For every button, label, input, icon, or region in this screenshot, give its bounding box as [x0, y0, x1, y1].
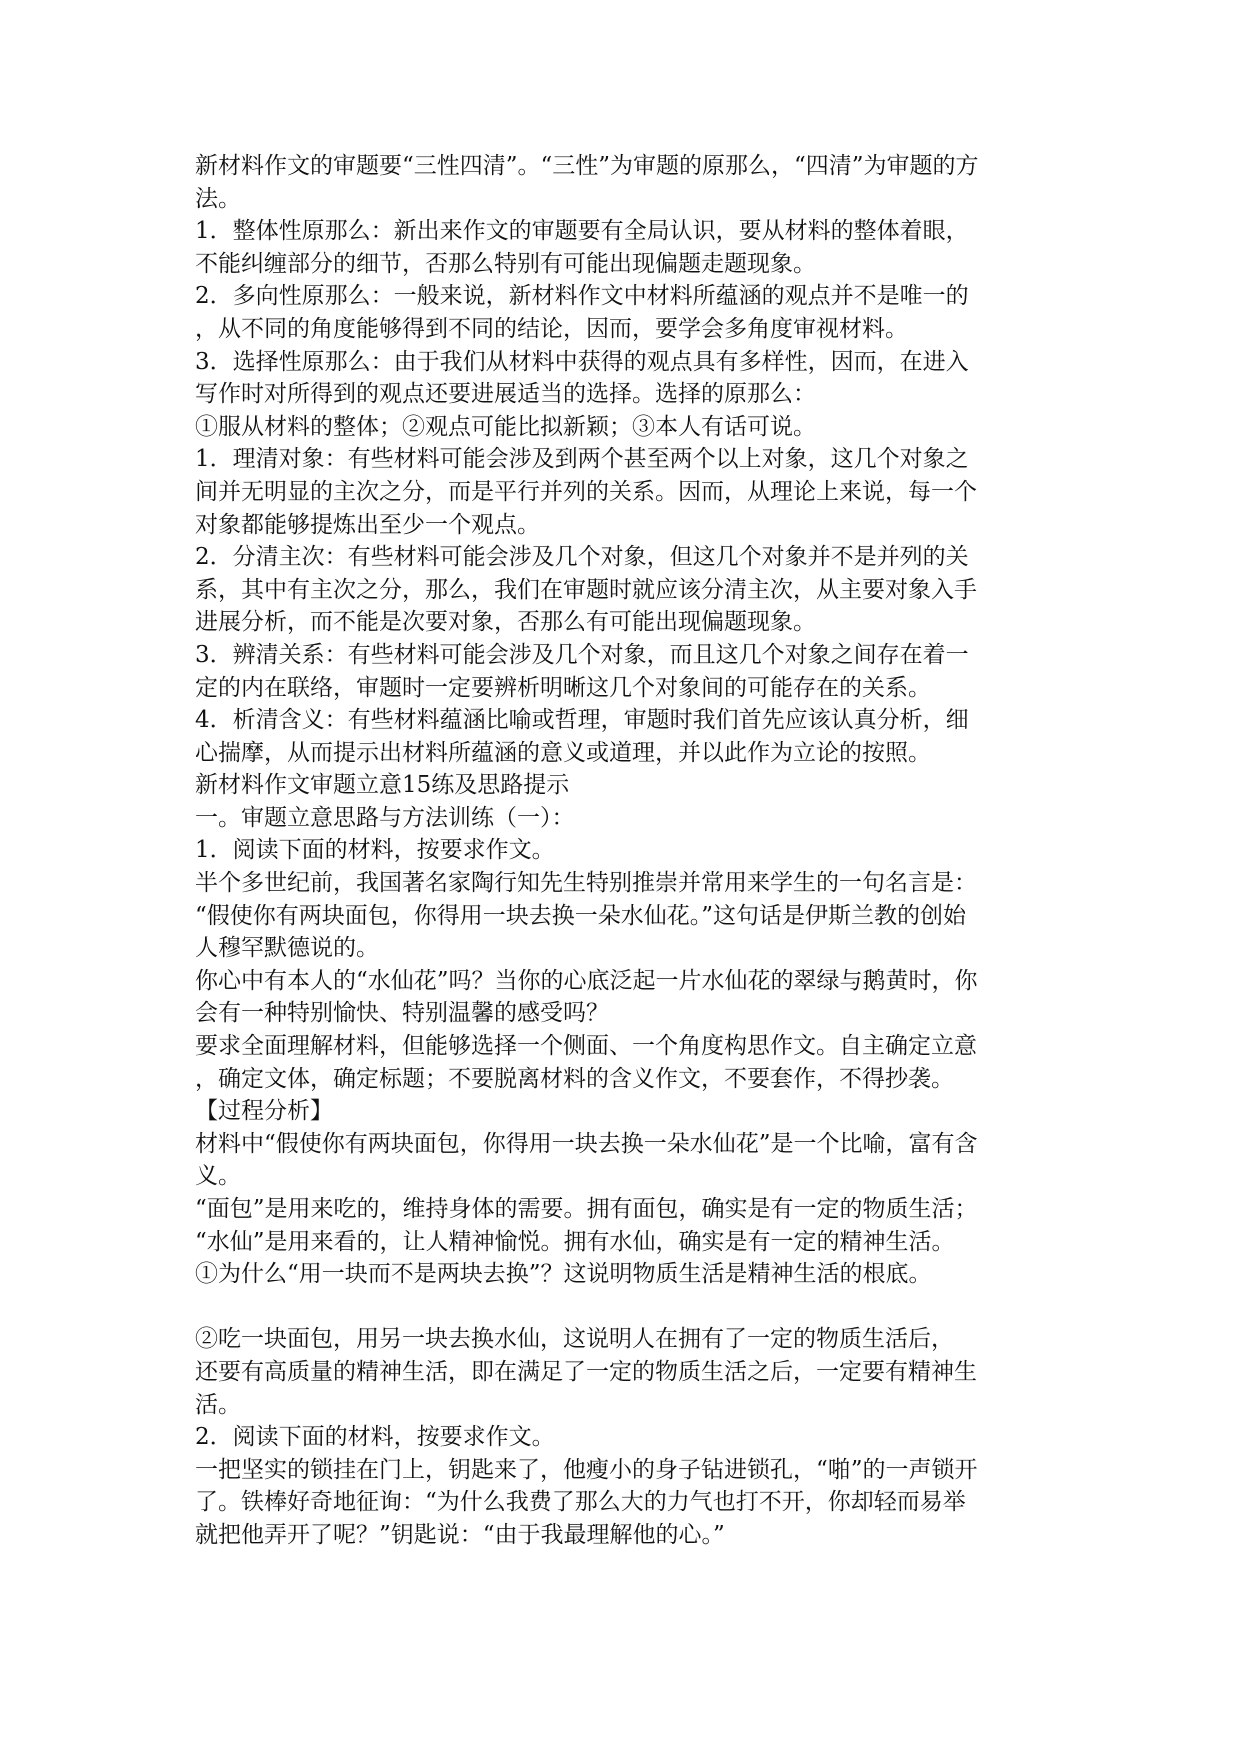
section-heading: 【过程分析】	[195, 1098, 333, 1125]
text-line: ，确定文体，确定标题；不要脱离材料的含义作文，不要套作，不得抄袭。	[195, 1065, 954, 1092]
document-page	[195, 150, 1050, 1552]
section-heading: 新材料作文审题立意15练及思路提示	[195, 772, 570, 799]
text-line: 2．阅读下面的材料，按要求作文。	[195, 1424, 555, 1451]
text-line: 活。	[195, 1391, 241, 1418]
text-line: “面包”是用来吃的，维持身体的需要。拥有面包，确实是有一定的物质生活；	[195, 1196, 978, 1222]
text-line: 系，其中有主次之分，那么，我们在审题时就应该分清主次，从主要对象入手	[195, 576, 977, 603]
text-line: 心揣摩，从而提示出材料所蕴涵的意义或道理，并以此作为立论的按照。	[195, 739, 931, 766]
text-line: 间并无明显的主次之分，而是平行并列的关系。因而，从理论上来说，每一个	[195, 478, 977, 505]
text-line: 3．选择性原那么：由于我们从材料中获得的观点具有多样性，因而，在进入	[195, 348, 969, 375]
text-line: 你心中有本人的“水仙花”吗？当你的心底泛起一片水仙花的翠绿与鹅黄时，你	[195, 967, 978, 994]
text-line: 写作时对所得到的观点还要进展适当的选择。选择的原那么：	[195, 381, 816, 408]
text-line: 2．多向性原那么：一般来说，新材料作文中材料所蕴涵的观点并不是唯一的	[195, 283, 969, 310]
text-line: 一把坚实的锁挂在门上，钥匙来了，他瘦小的身子钻进锁孔，“啪”的一声锁开	[195, 1456, 978, 1483]
text-line: ，从不同的角度能够得到不同的结论，因而，要学会多角度审视材料。	[195, 315, 908, 342]
text-line: “水仙”是用来看的，让人精神愉悦。拥有水仙，确实是有一定的精神生活。	[195, 1228, 955, 1255]
text-line: 要求全面理解材料，但能够选择一个侧面、一个角度构思作文。自主确定立意	[195, 1033, 977, 1060]
text-line: 还要有高质量的精神生活，即在满足了一定的物质生活之后，一定要有精神生	[195, 1358, 977, 1385]
text-line: 材料中“假使你有两块面包，你得用一块去换一朵水仙花”是一个比喻，富有含	[195, 1130, 978, 1157]
text-line: 了。铁棒好奇地征询：“为什么我费了那么大的力气也打不开，你却轻而易举	[195, 1489, 966, 1516]
text-line: 新材料作文的审题要“三性四清”。“三性”为审题的原那么，“四清”为审题的方	[195, 153, 979, 179]
text-line: 1．整体性原那么：新出来作文的审题要有全局认识，要从材料的整体着眼，	[195, 218, 969, 245]
text-line: 会有一种特别愉快、特别温馨的感受吗？	[195, 1000, 609, 1027]
text-line: 进展分析，而不能是次要对象，否那么有可能出现偏题现象。	[195, 609, 816, 636]
text-line: “假使你有两块面包，你得用一块去换一朵水仙花。”这句话是伊斯兰教的创始	[195, 902, 967, 929]
text-line: ②吃一块面包，用另一块去换水仙，这说明人在拥有了一定的物质生活后，	[195, 1326, 954, 1353]
text-line: 2．分清主次：有些材料可能会涉及几个对象，但这几个对象并不是并列的关	[195, 544, 969, 571]
text-line: 一。审题立意思路与方法训练（一）：	[195, 804, 575, 831]
text-line: 3．辨清关系：有些材料可能会涉及几个对象，而且这几个对象之间存在着一	[195, 641, 969, 668]
text-line: 4．析清含义：有些材料蕴涵比喻或哲理，审题时我们首先应该认真分析，细	[195, 707, 969, 734]
text-line: 半个多世纪前，我国著名家陶行知先生特别推崇并常用来学生的一句名言是：	[195, 870, 977, 897]
text-line: ①为什么“用一块而不是两块去换”？这说明物质生活是精神生活的根底。	[195, 1261, 932, 1288]
text-line: 1．阅读下面的材料，按要求作文。	[195, 837, 555, 864]
text-line: 法。	[195, 185, 241, 212]
text-line: ①服从材料的整体；②观点可能比拟新颖；③本人有话可说。	[195, 413, 816, 440]
text-line: 人穆罕默德说的。	[195, 935, 379, 962]
text-line: 1．理清对象：有些材料可能会涉及到两个甚至两个以上对象，这几个对象之	[195, 446, 969, 473]
text-line: 不能纠缠部分的细节，否那么特别有可能出现偏题走题现象。	[195, 250, 816, 277]
text-line: 就把他弄开了呢？”钥匙说：“由于我最理解他的心。”	[195, 1521, 725, 1548]
blank-line	[195, 1291, 1050, 1324]
text-line: 定的内在联络，审题时一定要辨析明晰这几个对象间的可能存在的关系。	[195, 674, 931, 701]
text-line: 义。	[195, 1163, 241, 1190]
text-line: 对象都能够提炼出至少一个观点。	[195, 511, 540, 538]
